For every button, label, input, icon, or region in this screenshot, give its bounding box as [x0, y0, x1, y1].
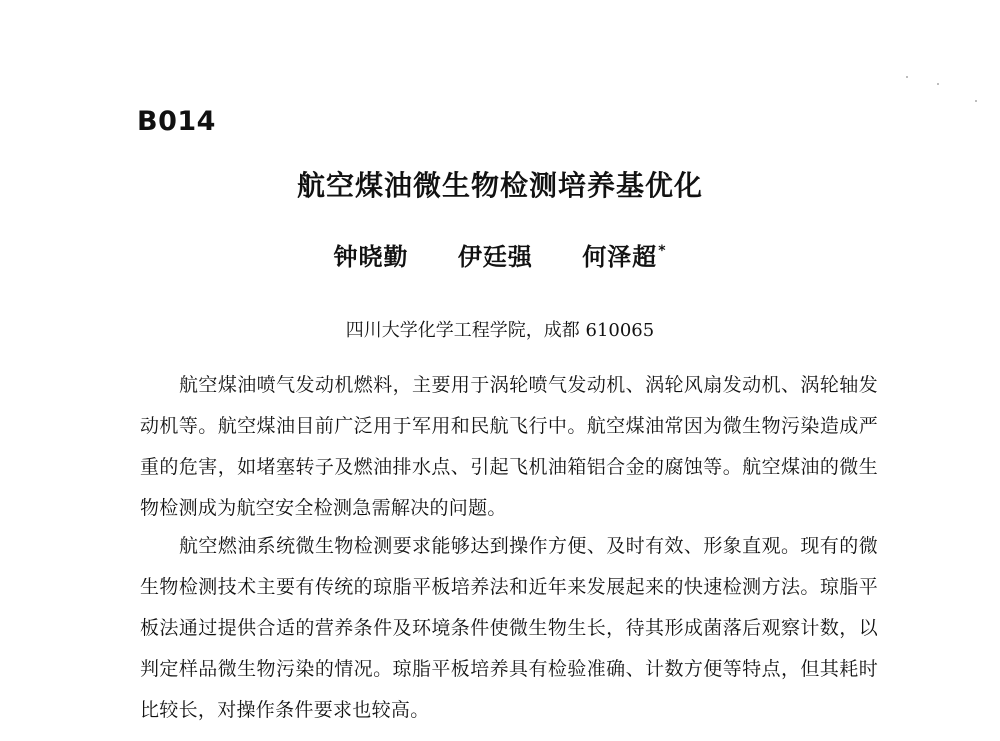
paper-title: 航空煤油微生物检测培养基优化 [296, 169, 703, 202]
author-name: 钟晓勤 [333, 243, 409, 271]
body-paragraph-2: 航空燃油系统微生物检测要求能够达到操作方便、及时有效、形象直观。现有的微生物检测技术主要有传统的琼脂平板培养法和近年来发展起来的快速检测方法。琼脂平板法通过提供合适的营养条件及环境条件使微生物生长，待其形成菌落后观察计数，以判定样品微生物污染的情况。琼脂平板培养具有检验准确、计数方便等特点，但其耗时比较长，对操作条件要求也较高。 [140, 535, 878, 721]
author-3 [582, 243, 666, 271]
author-2 [458, 243, 533, 271]
author-name: 伊廷强 [457, 243, 533, 271]
affiliation: 四川大学化学工程学院，成都 610065 [345, 320, 655, 341]
body-paragraph-1: 航空煤油喷气发动机燃料，主要用于涡轮喷气发动机、涡轮风扇发动机、涡轮轴发动机等。航空煤油目前广泛用于军用和民航飞行中。航空煤油常因为微生物污染造成严重的危害，如堵塞转子及燃油排水点、引起飞机油箱铝合金的腐蚀等。航空煤油的微生物检测成为航空安全检测急需解决的问题。 [140, 374, 878, 519]
author-list [0, 237, 1000, 272]
author-name: 何泽超 [582, 243, 658, 271]
author-1 [333, 243, 408, 271]
scan-speck [937, 83, 939, 85]
scan-speck [906, 76, 908, 78]
paper-code: B014 [137, 106, 216, 137]
scan-speck [975, 100, 977, 102]
corresponding-author-mark: * [658, 243, 667, 259]
